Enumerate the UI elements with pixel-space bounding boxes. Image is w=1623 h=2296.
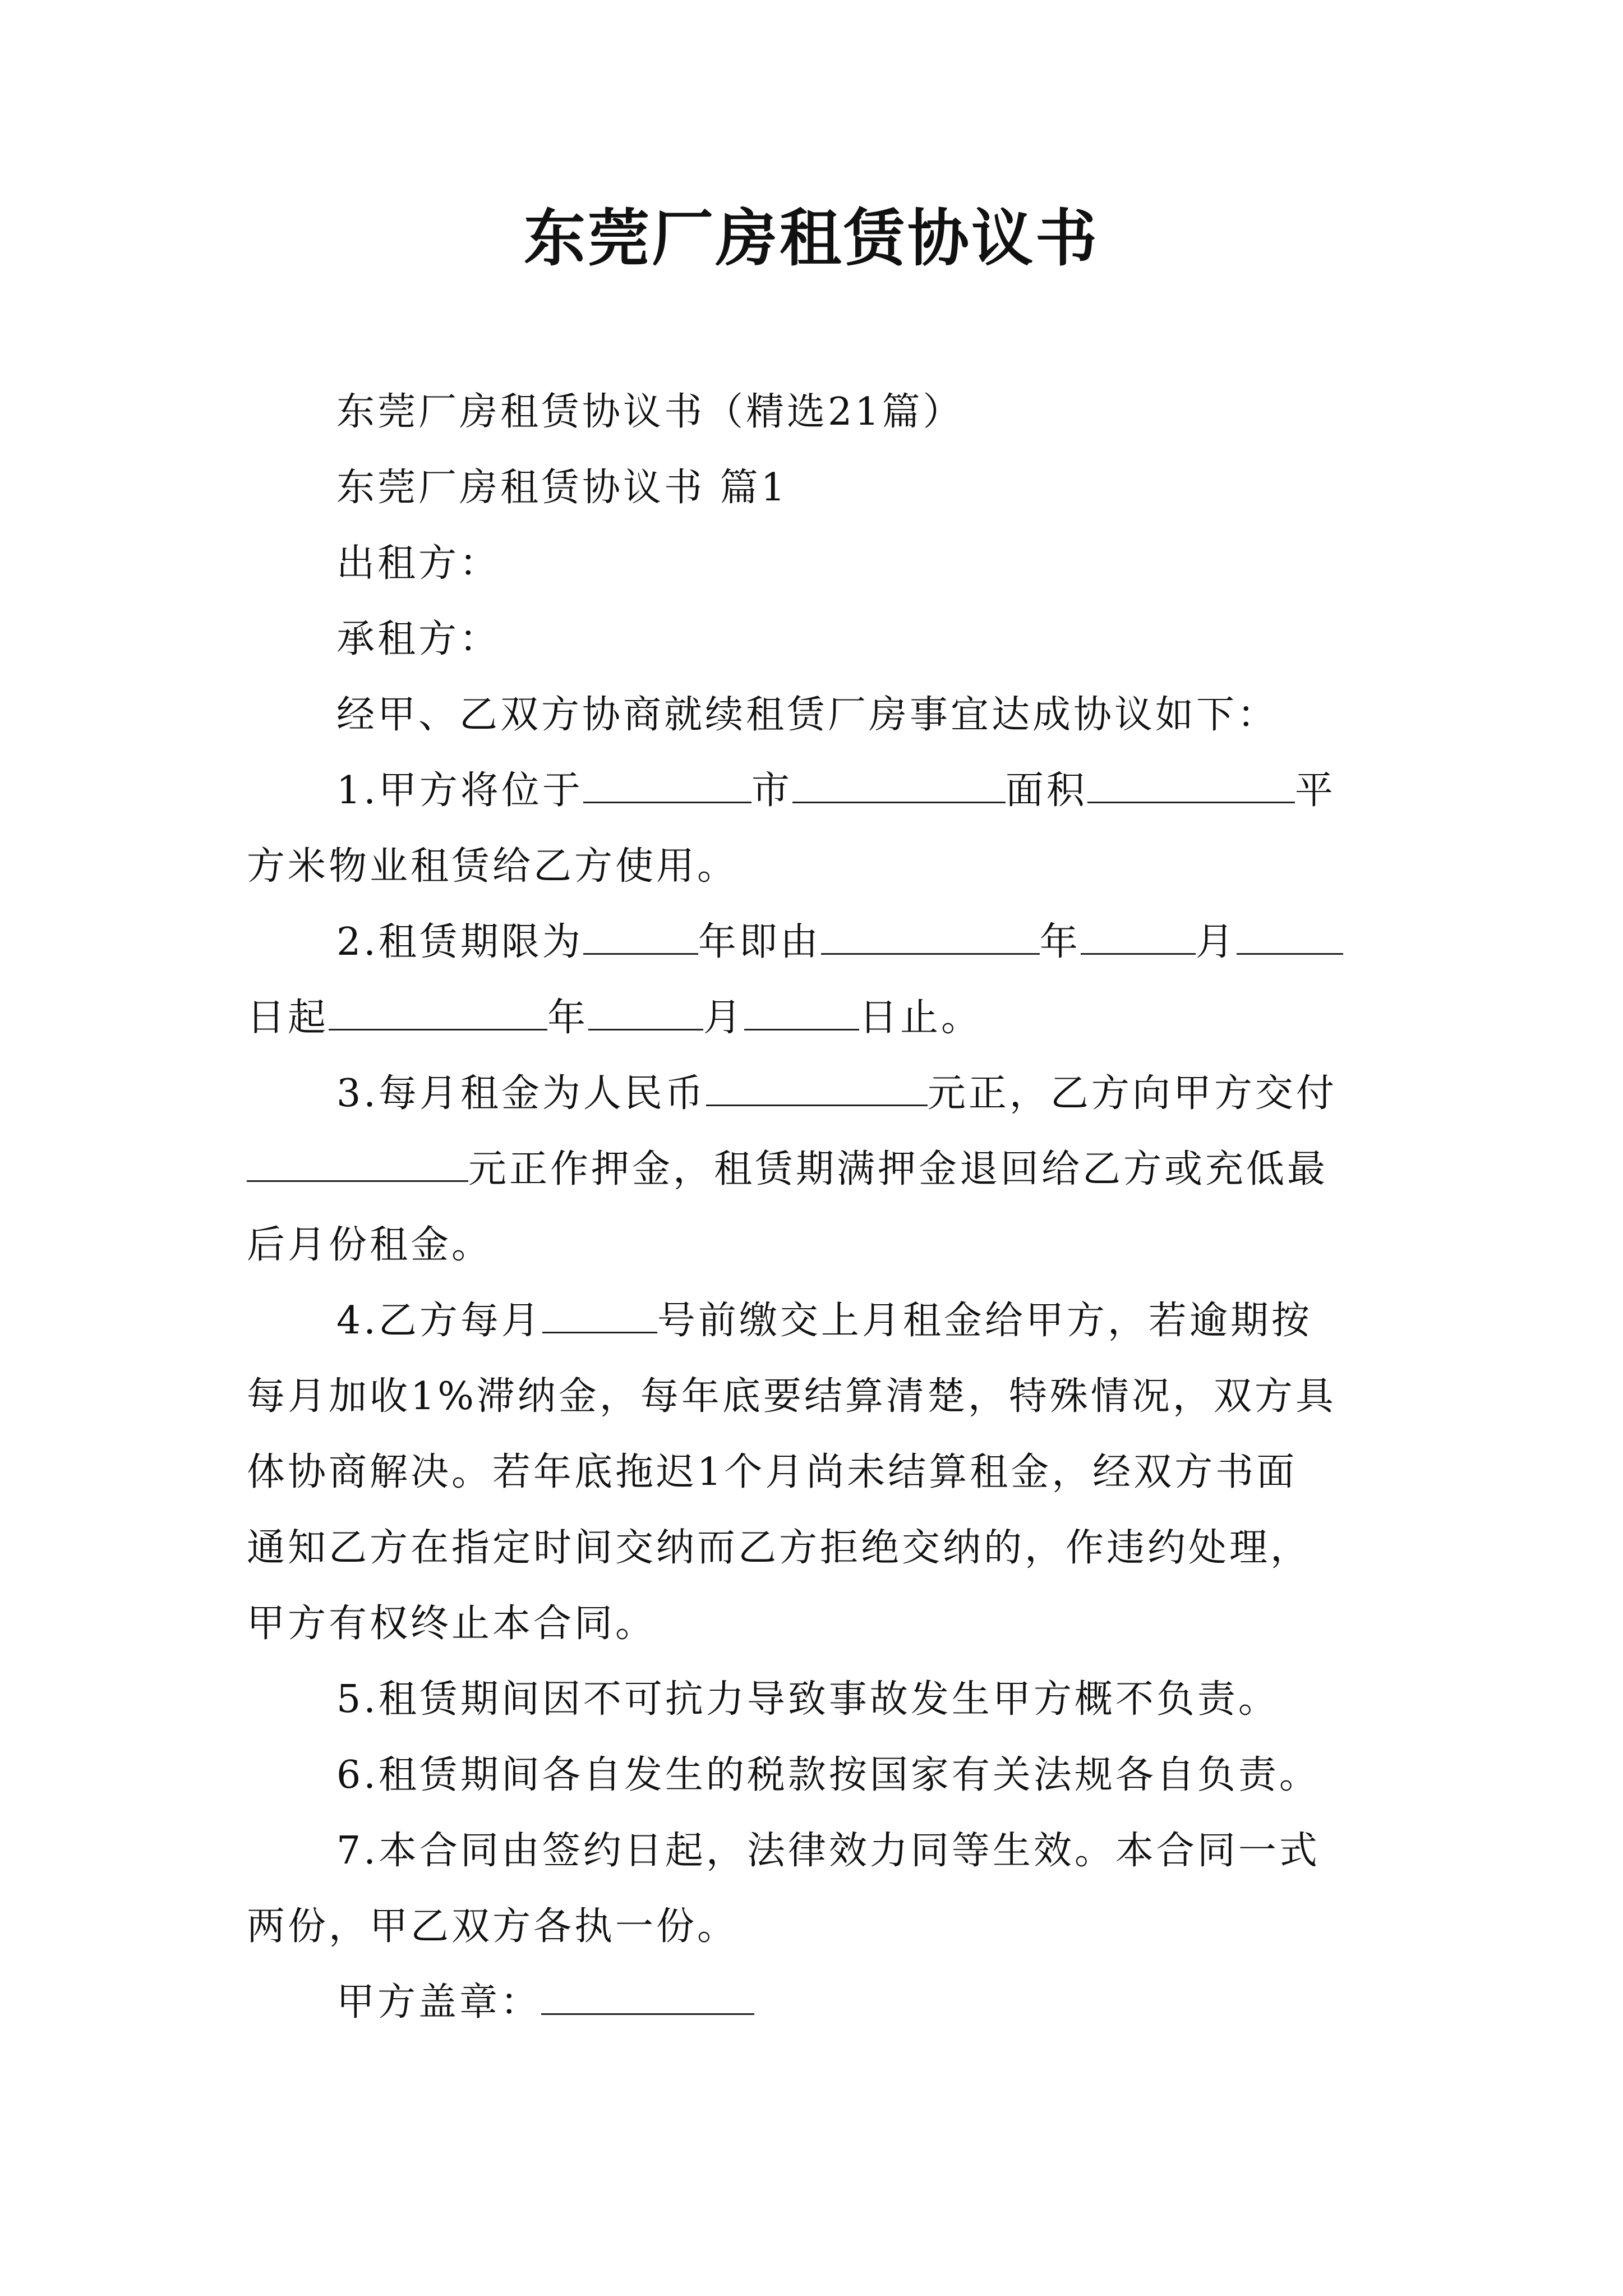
end-year-blank [329,994,547,1030]
document-title: 东莞厂房租赁协议书 [524,202,1099,274]
clause-4-line-5: 甲方有权终止本合同。 [247,1602,657,1646]
clause-2-line-2 [247,993,982,1043]
clause-2-text-a: 2.租赁期限为 [336,920,583,964]
lessee-label: 承租方： [336,617,501,661]
clause-7-line-2: 两份，甲乙双方各执一份。 [247,1904,739,1949]
party-a-seal-label: 甲方盖章： [336,1980,542,2024]
clause-2-text-b: 年即由 [698,920,821,964]
document-subtitle: 东莞厂房租赁协议书（精选21篇） [336,390,964,434]
clause-6: 6.租赁期间各自发生的税款按国家有关法规各自负责。 [336,1753,1320,1797]
clause-2-text-h: 日止。 [859,996,983,1040]
clause-3-text-a: 3.每月租金为人民币 [336,1071,706,1116]
clause-2-text-d: 月 [1195,920,1237,964]
clause-4-text-b: 号前缴交上月租金给甲方，若逾期按 [657,1299,1312,1343]
clause-2-text-c: 年 [1039,920,1081,964]
clause-1-line-1 [336,766,1336,816]
area-blank [1087,767,1295,803]
city-blank [792,767,1006,803]
clause-3-line-3: 后月份租金。 [247,1223,493,1267]
clause-3-line-1 [336,1069,1337,1119]
clause-2-text-g: 月 [703,996,745,1040]
end-month-blank [588,994,703,1030]
term-years-blank [583,918,698,955]
location-blank [583,767,751,803]
clause-7-line-1: 7.本合同由签约日起，法律效力同等生效。本合同一式 [336,1829,1320,1873]
clause-5: 5.租赁期间因不可抗力导致事故发生甲方概不负责。 [336,1677,1279,1722]
start-month-blank [1081,918,1196,955]
lessor-label: 出租方： [336,541,501,586]
intro-paragraph: 经甲、乙双方协商就续租赁厂房事宜达成协议如下： [336,693,1279,737]
clause-3-text-b: 元正，乙方向甲方交付 [927,1071,1337,1116]
clause-2-text-f: 年 [547,996,589,1040]
clause-3-text-c: 元正作押金，租赁期满押金退回给乙方或充低最 [468,1147,1329,1191]
clause-1-text-b: 市 [751,769,792,813]
clause-1-text-a: 1.甲方将位于 [336,769,583,813]
clause-2-text-e: 日起 [247,996,329,1040]
clause-4-line-1 [336,1296,1312,1346]
rent-blank [706,1070,928,1106]
clause-2-line-1 [336,917,1343,968]
party-a-seal-blank [541,1978,754,2015]
clause-3-line-2 [247,1144,1328,1195]
clause-4-line-3: 体协商解决。若年底拖迟1个月尚未结算租金，经双方书面 [247,1450,1298,1494]
clause-4-line-2: 每月加收1%滞纳金，每年底要结算清楚，特殊情况，双方具 [247,1374,1336,1419]
section-heading: 东莞厂房租赁协议书 篇1 [336,466,788,510]
clause-1-text-c: 面积 [1005,769,1087,813]
deposit-blank [247,1145,468,1182]
clause-4-line-4: 通知乙方在指定时间交纳而乙方拒绝交纳的，作违约处理， [247,1526,1312,1570]
clause-1-text-d: 平 [1294,769,1336,813]
end-day-blank [744,994,859,1030]
clause-4-text-a: 4.乙方每月 [336,1299,542,1343]
payment-day-blank [542,1297,657,1333]
party-a-seal-line [336,1977,754,2028]
start-year-blank [821,918,1040,955]
clause-1-line-2: 方米物业租赁给乙方使用。 [247,844,739,889]
start-day-blank [1237,918,1343,955]
